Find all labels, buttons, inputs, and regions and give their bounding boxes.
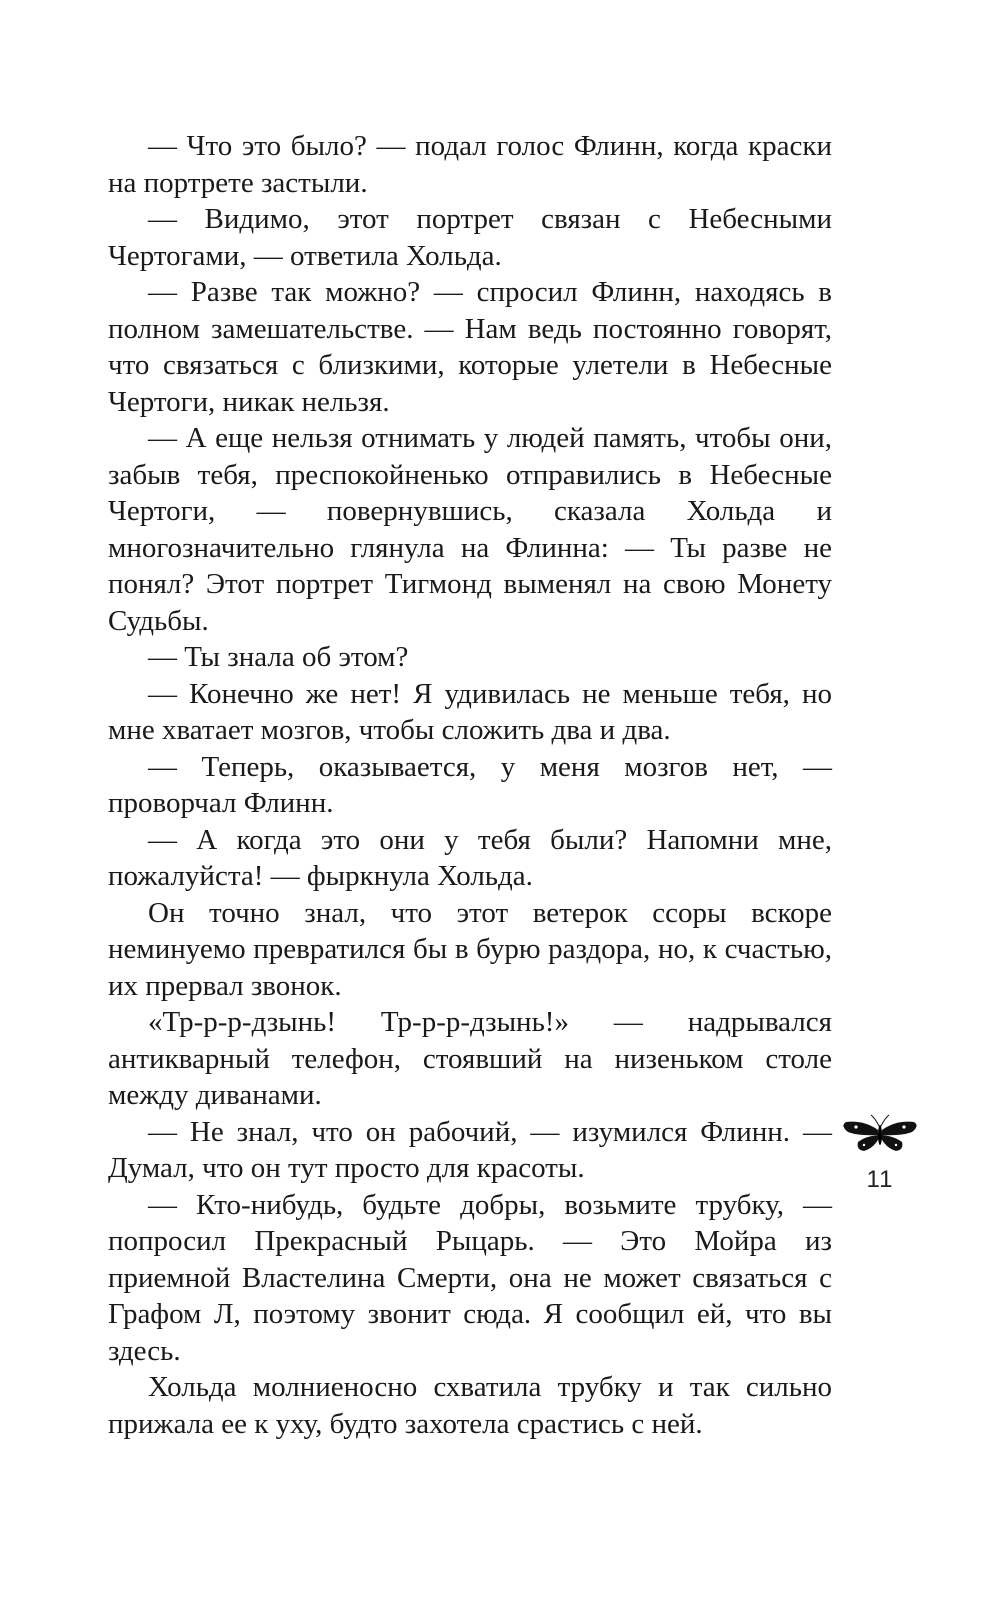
paragraph: — Теперь, оказывается, у меня мозгов нет, — проворчал Флинн. bbox=[108, 750, 832, 819]
paragraph: — Видимо, этот портрет связан с Небесными Чертогами, — ответила Хольда. bbox=[108, 203, 832, 272]
paragraph: Он точно знал, что этот ветерок ссоры вскоре неминуемо превратился бы в бурю раздора, но, к счастью, их прервал звонок. bbox=[108, 896, 832, 1002]
paragraph: Хольда молниеносно схватила трубку и так сильно прижала ее к уху, будто захотела срастись с ней. bbox=[108, 1371, 832, 1440]
paragraph: — Что это было? — подал голос Флинн, когда краски на портрете застыли. bbox=[108, 130, 832, 199]
paragraph: — Разве так можно? — спросил Флинн, находясь в полном замешательстве. — Нам ведь постоянно говорят, что связаться с близкими, которые улетели в Небесные Чертоги, никак нельзя. bbox=[108, 276, 832, 418]
paragraph: — Кто-нибудь, будьте добры, возьмите трубку, — попросил Прекрасный Рыцарь. — Это Мойра из приемной Властелина Смерти, она не может связаться с Графом Л, поэтому звонит сюда. Я сообщил ей, что вы здесь. bbox=[108, 1188, 832, 1367]
paragraph: — Не знал, что он рабочий, — изумился Флинн. — Думал, что он тут просто для красоты. bbox=[108, 1115, 832, 1184]
paragraph: — А еще нельзя отнимать у людей память, чтобы они, забыв тебя, преспокойненько отправились в Небесные Чертоги, — повернувшись, сказала Хольда и многозначительно глянула на Флинна: — Ты разве не понял? Этот портрет Тигмонд выменял на свою Монету Судьбы. bbox=[108, 422, 832, 637]
paragraph: — Конечно же нет! Я удивилась не меньше тебя, но мне хватает мозгов, чтобы сложить два и два. bbox=[108, 677, 832, 746]
butterfly-icon bbox=[842, 1114, 918, 1154]
body-text bbox=[108, 128, 832, 1442]
paragraph: «Тр-р-р-дзынь! Тр-р-р-дзынь!» — надрывался антикварный телефон, стоявший на низеньком столе между диванами. bbox=[108, 1006, 832, 1111]
paragraph: — Ты знала об этом? bbox=[148, 641, 409, 673]
page-number: 11 bbox=[866, 1166, 894, 1193]
paragraph: — А когда это они у тебя были? Напомни мне, пожалуйста! — фыркнула Хольда. bbox=[108, 823, 832, 892]
